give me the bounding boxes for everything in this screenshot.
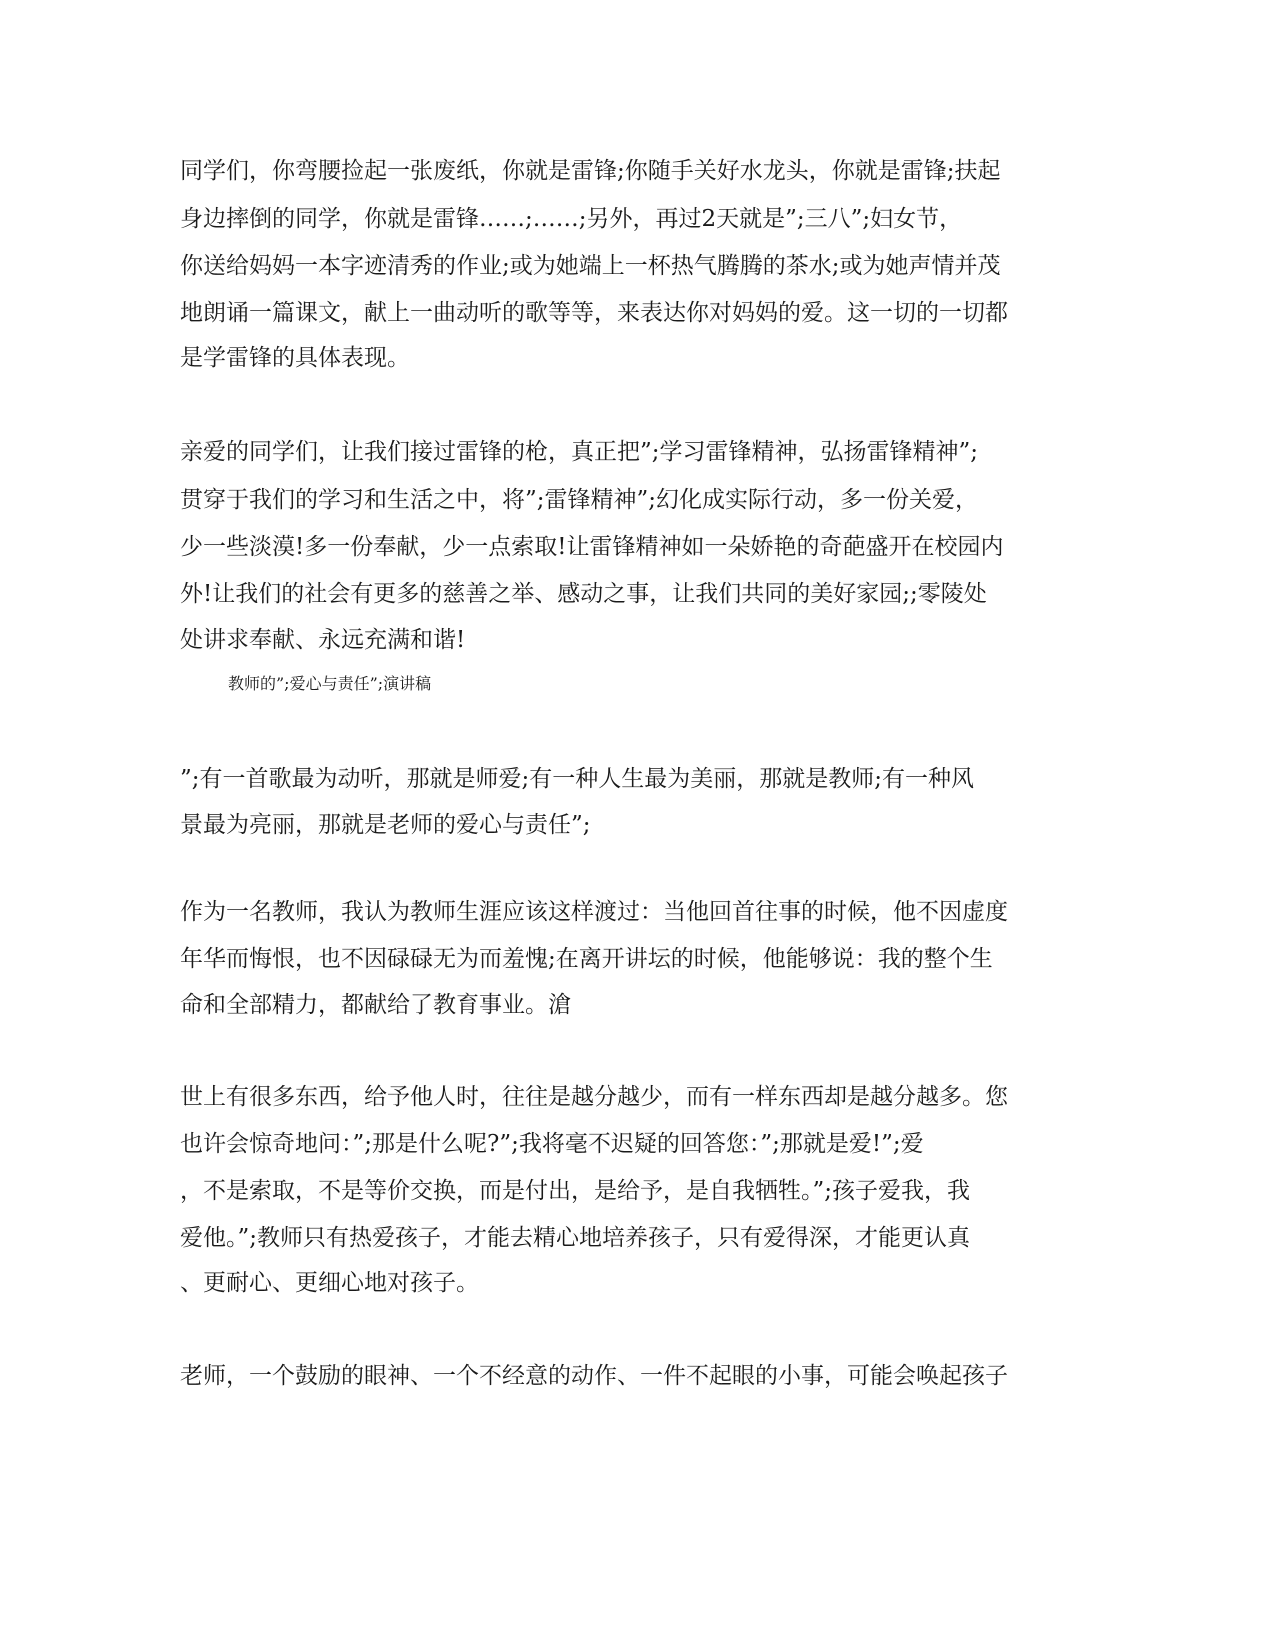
paragraph-2-line-4: 外!让我们的社会有更多的慈善之举、感动之事，让我们共同的美好家园;;零陵处 bbox=[180, 581, 987, 607]
paragraph-4-line-1: 作为一名教师，我认为教师生涯应该这样渡过：当他回首往事的时候，他不因虚度 bbox=[180, 899, 1008, 925]
paragraph-1-line-4: 地朗诵一篇课文，献上一曲动听的歌等等，来表达你对妈妈的爱。这一切的一切都 bbox=[180, 300, 1008, 326]
paragraph-1-line-1: 同学们，你弯腰捡起一张废纸，你就是雷锋;你随手关好水龙头，你就是雷锋;扶起 bbox=[180, 158, 1001, 184]
paragraph-4-line-2: 年华而悔恨，也不因碌碌无为而羞愧;在离开讲坛的时候，他能够说：我的整个生 bbox=[180, 946, 993, 972]
paragraph-5-line-5: 、更耐心、更细心地对孩子。 bbox=[180, 1270, 479, 1296]
paragraph-5-line-3: ，不是索取，不是等价交换，而是付出，是给予，是自我牺牲。”;孩子爱我，我 bbox=[180, 1178, 971, 1204]
paragraph-4-line-3: 命和全部精力，都献给了教育事业。滄 bbox=[180, 992, 571, 1018]
paragraph-2-line-1: 亲爱的同学们，让我们接过雷锋的枪，真正把”;学习雷锋精神，弘扬雷锋精神”; bbox=[180, 439, 979, 465]
section-heading: 教师的”;爱心与责任”;演讲稿 bbox=[228, 674, 432, 693]
paragraph-1-line-2: 身边摔倒的同学，你就是雷锋……;……;另外，再过2天就是”;三八”;妇女节， bbox=[180, 206, 963, 232]
paragraph-2-line-2: 贯穿于我们的学习和生活之中，将”;雷锋精神”;幻化成实际行动，多一份关爱， bbox=[180, 487, 979, 513]
paragraph-5-line-2: 也许会惊奇地问：”;那是什么呢?”;我将毫不迟疑的回答您：”;那就是爱!”;爱 bbox=[180, 1131, 924, 1157]
paragraph-3-line-1: ”;有一首歌最为动听，那就是师爱;有一种人生最为美丽，那就是教师;有一种风 bbox=[180, 766, 975, 792]
paragraph-3-line-2: 景最为亮丽，那就是老师的爱心与责任”; bbox=[180, 812, 591, 838]
paragraph-2-line-3: 少一些淡漠!多一份奉献，少一点索取!让雷锋精神如一朵娇艳的奇葩盛开在校园内 bbox=[180, 534, 1004, 560]
paragraph-6-line-1: 老师，一个鼓励的眼神、一个不经意的动作、一件不起眼的小事，可能会唤起孩子 bbox=[180, 1363, 1008, 1389]
paragraph-1-line-5: 是学雷锋的具体表现。 bbox=[180, 345, 410, 371]
paragraph-5-line-4: 爱他。”;教师只有热爱孩子，才能去精心地培养孩子，只有爱得深，才能更认真 bbox=[180, 1225, 971, 1251]
paragraph-5-line-1: 世上有很多东西，给予他人时，往往是越分越少，而有一样东西却是越分越多。您 bbox=[180, 1084, 1008, 1110]
paragraph-2-line-5: 处讲求奉献、永远充满和谐! bbox=[180, 627, 466, 653]
paragraph-1-line-3: 你送给妈妈一本字迹清秀的作业;或为她端上一杯热气腾腾的茶水;或为她声情并茂 bbox=[180, 253, 1001, 279]
